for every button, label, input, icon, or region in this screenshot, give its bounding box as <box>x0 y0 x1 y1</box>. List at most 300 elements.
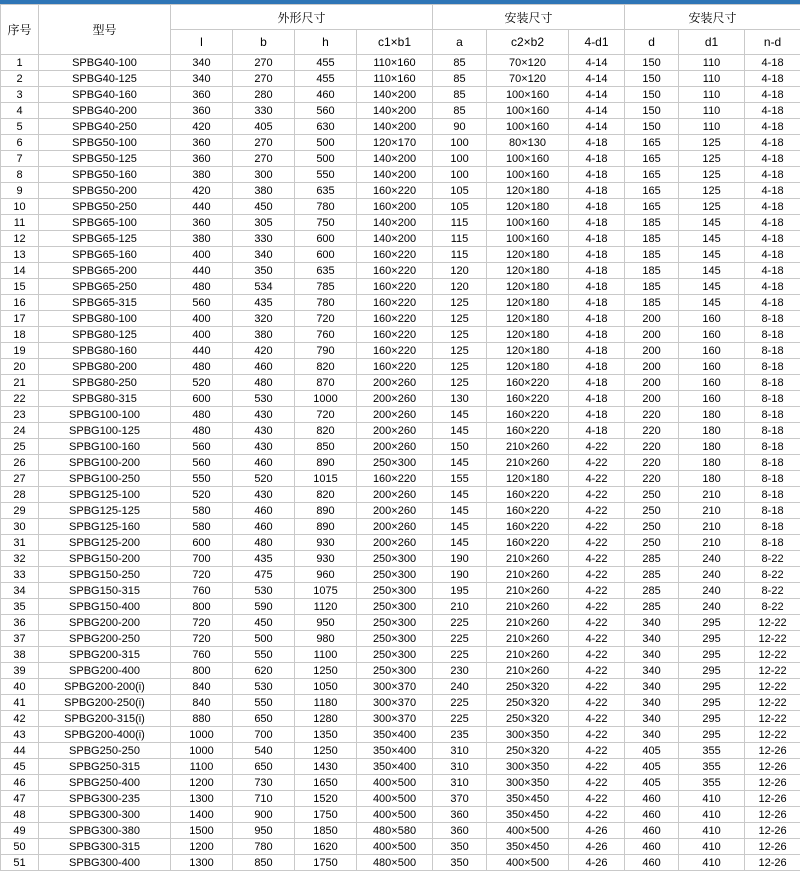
cell-h: 790 <box>295 343 357 359</box>
cell-a: 125 <box>433 327 487 343</box>
cell-model: SPBG100-250 <box>39 471 171 487</box>
cell-4-d1: 4-22 <box>569 535 625 551</box>
cell-4-d1: 4-22 <box>569 599 625 615</box>
cell-c2xb2: 210×260 <box>487 583 569 599</box>
cell-l: 600 <box>171 535 233 551</box>
cell-n-d: 4-18 <box>745 199 800 215</box>
cell-d1: 145 <box>679 247 745 263</box>
cell-a: 145 <box>433 423 487 439</box>
cell-4-d1: 4-22 <box>569 759 625 775</box>
cell-l: 700 <box>171 551 233 567</box>
cell-d1: 410 <box>679 823 745 839</box>
cell-c2xb2: 100×160 <box>487 103 569 119</box>
cell-model: SPBG65-160 <box>39 247 171 263</box>
cell-4-d1: 4-18 <box>569 423 625 439</box>
cell-a: 100 <box>433 167 487 183</box>
table-row <box>1 567 800 583</box>
cell-c1xb1: 110×160 <box>357 55 433 71</box>
table-row <box>1 151 800 167</box>
cell-n-d: 12-26 <box>745 839 800 855</box>
cell-c2xb2: 400×500 <box>487 855 569 871</box>
table-row <box>1 359 800 375</box>
cell-a: 145 <box>433 487 487 503</box>
cell-b: 730 <box>233 775 295 791</box>
cell-d: 405 <box>625 743 679 759</box>
cell-c1xb1: 300×370 <box>357 711 433 727</box>
cell-n-d: 12-26 <box>745 791 800 807</box>
cell-l: 400 <box>171 311 233 327</box>
cell-4-d1: 4-22 <box>569 727 625 743</box>
cell-model: SPBG65-125 <box>39 231 171 247</box>
cell-c1xb1: 200×260 <box>357 519 433 535</box>
cell-model: SPBG50-100 <box>39 135 171 151</box>
cell-a: 145 <box>433 503 487 519</box>
cell-d1: 110 <box>679 55 745 71</box>
cell-l: 720 <box>171 567 233 583</box>
cell-b: 270 <box>233 55 295 71</box>
cell-serial: 7 <box>1 151 39 167</box>
header-col-h: h <box>295 30 357 55</box>
cell-c1xb1: 160×220 <box>357 295 433 311</box>
table-row <box>1 583 800 599</box>
cell-c1xb1: 250×300 <box>357 551 433 567</box>
cell-a: 120 <box>433 263 487 279</box>
cell-c2xb2: 160×220 <box>487 535 569 551</box>
cell-d1: 295 <box>679 711 745 727</box>
table-row <box>1 71 800 87</box>
cell-model: SPBG50-125 <box>39 151 171 167</box>
cell-d1: 145 <box>679 231 745 247</box>
cell-h: 460 <box>295 87 357 103</box>
cell-model: SPBG300-235 <box>39 791 171 807</box>
cell-d1: 145 <box>679 295 745 311</box>
cell-4-d1: 4-22 <box>569 679 625 695</box>
cell-d1: 110 <box>679 119 745 135</box>
cell-b: 350 <box>233 263 295 279</box>
table-row <box>1 535 800 551</box>
cell-h: 1100 <box>295 647 357 663</box>
cell-l: 840 <box>171 679 233 695</box>
cell-a: 210 <box>433 599 487 615</box>
cell-n-d: 8-18 <box>745 503 800 519</box>
cell-c2xb2: 210×260 <box>487 455 569 471</box>
cell-b: 380 <box>233 183 295 199</box>
cell-serial: 17 <box>1 311 39 327</box>
cell-serial: 12 <box>1 231 39 247</box>
cell-n-d: 8-22 <box>745 567 800 583</box>
cell-serial: 34 <box>1 583 39 599</box>
cell-h: 550 <box>295 167 357 183</box>
cell-b: 710 <box>233 791 295 807</box>
cell-c1xb1: 250×300 <box>357 583 433 599</box>
cell-l: 480 <box>171 423 233 439</box>
cell-model: SPBG150-315 <box>39 583 171 599</box>
cell-c2xb2: 120×180 <box>487 311 569 327</box>
cell-d1: 295 <box>679 695 745 711</box>
cell-h: 1650 <box>295 775 357 791</box>
cell-d1: 240 <box>679 599 745 615</box>
cell-a: 225 <box>433 695 487 711</box>
table-row <box>1 135 800 151</box>
cell-l: 560 <box>171 455 233 471</box>
cell-4-d1: 4-18 <box>569 359 625 375</box>
cell-h: 600 <box>295 231 357 247</box>
cell-4-d1: 4-22 <box>569 439 625 455</box>
cell-l: 1000 <box>171 743 233 759</box>
table-row <box>1 519 800 535</box>
cell-d: 200 <box>625 343 679 359</box>
cell-serial: 29 <box>1 503 39 519</box>
cell-b: 530 <box>233 583 295 599</box>
cell-serial: 30 <box>1 519 39 535</box>
cell-d: 250 <box>625 519 679 535</box>
table-row <box>1 343 800 359</box>
cell-c1xb1: 160×220 <box>357 263 433 279</box>
cell-n-d: 8-18 <box>745 343 800 359</box>
cell-h: 820 <box>295 359 357 375</box>
cell-d1: 295 <box>679 631 745 647</box>
cell-model: SPBG80-315 <box>39 391 171 407</box>
cell-serial: 39 <box>1 663 39 679</box>
cell-model: SPBG65-315 <box>39 295 171 311</box>
cell-h: 785 <box>295 279 357 295</box>
cell-c1xb1: 300×370 <box>357 695 433 711</box>
cell-d1: 210 <box>679 503 745 519</box>
cell-d: 185 <box>625 231 679 247</box>
cell-n-d: 12-26 <box>745 855 800 871</box>
cell-serial: 3 <box>1 87 39 103</box>
cell-h: 1015 <box>295 471 357 487</box>
cell-c1xb1: 140×200 <box>357 231 433 247</box>
cell-c1xb1: 250×300 <box>357 615 433 631</box>
cell-a: 360 <box>433 807 487 823</box>
cell-n-d: 8-22 <box>745 551 800 567</box>
cell-c2xb2: 160×220 <box>487 503 569 519</box>
cell-n-d: 8-18 <box>745 519 800 535</box>
cell-b: 430 <box>233 423 295 439</box>
cell-4-d1: 4-18 <box>569 391 625 407</box>
cell-l: 1500 <box>171 823 233 839</box>
cell-l: 360 <box>171 215 233 231</box>
cell-d: 150 <box>625 55 679 71</box>
cell-h: 780 <box>295 295 357 311</box>
cell-serial: 21 <box>1 375 39 391</box>
cell-4-d1: 4-22 <box>569 791 625 807</box>
cell-c2xb2: 160×220 <box>487 423 569 439</box>
cell-d1: 295 <box>679 679 745 695</box>
cell-h: 1250 <box>295 743 357 759</box>
cell-a: 350 <box>433 855 487 871</box>
cell-a: 145 <box>433 535 487 551</box>
cell-d1: 410 <box>679 807 745 823</box>
table-row <box>1 407 800 423</box>
cell-c2xb2: 120×180 <box>487 263 569 279</box>
cell-4-d1: 4-18 <box>569 327 625 343</box>
cell-serial: 16 <box>1 295 39 311</box>
cell-c2xb2: 120×180 <box>487 359 569 375</box>
cell-l: 400 <box>171 327 233 343</box>
cell-model: SPBG50-160 <box>39 167 171 183</box>
cell-4-d1: 4-14 <box>569 71 625 87</box>
cell-model: SPBG50-200 <box>39 183 171 199</box>
cell-c1xb1: 250×300 <box>357 647 433 663</box>
cell-serial: 51 <box>1 855 39 871</box>
cell-4-d1: 4-22 <box>569 807 625 823</box>
cell-d: 460 <box>625 823 679 839</box>
cell-d1: 160 <box>679 327 745 343</box>
table-row <box>1 487 800 503</box>
cell-a: 115 <box>433 231 487 247</box>
cell-b: 280 <box>233 87 295 103</box>
cell-c2xb2: 100×160 <box>487 215 569 231</box>
cell-b: 270 <box>233 71 295 87</box>
cell-l: 420 <box>171 119 233 135</box>
cell-l: 440 <box>171 343 233 359</box>
cell-c1xb1: 200×260 <box>357 407 433 423</box>
cell-4-d1: 4-18 <box>569 167 625 183</box>
cell-model: SPBG200-400(i) <box>39 727 171 743</box>
cell-b: 430 <box>233 439 295 455</box>
cell-4-d1: 4-18 <box>569 135 625 151</box>
cell-l: 1200 <box>171 775 233 791</box>
cell-b: 320 <box>233 311 295 327</box>
cell-4-d1: 4-22 <box>569 775 625 791</box>
cell-a: 190 <box>433 567 487 583</box>
cell-c1xb1: 140×200 <box>357 151 433 167</box>
cell-b: 460 <box>233 359 295 375</box>
cell-model: SPBG150-200 <box>39 551 171 567</box>
cell-l: 340 <box>171 71 233 87</box>
cell-n-d: 12-22 <box>745 615 800 631</box>
cell-n-d: 12-22 <box>745 679 800 695</box>
cell-4-d1: 4-18 <box>569 247 625 263</box>
cell-d: 185 <box>625 215 679 231</box>
cell-model: SPBG250-400 <box>39 775 171 791</box>
cell-c1xb1: 350×400 <box>357 727 433 743</box>
cell-n-d: 4-18 <box>745 215 800 231</box>
table-row <box>1 791 800 807</box>
cell-model: SPBG50-250 <box>39 199 171 215</box>
cell-b: 530 <box>233 391 295 407</box>
cell-c2xb2: 70×120 <box>487 55 569 71</box>
cell-model: SPBG80-160 <box>39 343 171 359</box>
cell-model: SPBG40-200 <box>39 103 171 119</box>
cell-d1: 355 <box>679 759 745 775</box>
table-row <box>1 839 800 855</box>
cell-4-d1: 4-22 <box>569 455 625 471</box>
table-row <box>1 439 800 455</box>
cell-d: 220 <box>625 471 679 487</box>
cell-n-d: 12-26 <box>745 807 800 823</box>
cell-b: 550 <box>233 647 295 663</box>
cell-c2xb2: 120×180 <box>487 183 569 199</box>
cell-a: 225 <box>433 711 487 727</box>
cell-c1xb1: 160×220 <box>357 311 433 327</box>
table-row <box>1 199 800 215</box>
cell-b: 305 <box>233 215 295 231</box>
cell-a: 125 <box>433 359 487 375</box>
cell-4-d1: 4-26 <box>569 823 625 839</box>
cell-c1xb1: 300×370 <box>357 679 433 695</box>
cell-c1xb1: 140×200 <box>357 167 433 183</box>
cell-n-d: 4-18 <box>745 263 800 279</box>
cell-c2xb2: 400×500 <box>487 823 569 839</box>
cell-n-d: 8-18 <box>745 407 800 423</box>
cell-b: 540 <box>233 743 295 759</box>
cell-n-d: 4-18 <box>745 279 800 295</box>
cell-model: SPBG125-160 <box>39 519 171 535</box>
cell-model: SPBG65-250 <box>39 279 171 295</box>
cell-d: 340 <box>625 631 679 647</box>
cell-d: 340 <box>625 615 679 631</box>
cell-l: 440 <box>171 263 233 279</box>
header-col-d: d <box>625 30 679 55</box>
cell-d1: 125 <box>679 151 745 167</box>
cell-b: 450 <box>233 199 295 215</box>
cell-c1xb1: 250×300 <box>357 455 433 471</box>
cell-c2xb2: 250×320 <box>487 711 569 727</box>
table-row <box>1 743 800 759</box>
cell-serial: 42 <box>1 711 39 727</box>
cell-serial: 20 <box>1 359 39 375</box>
cell-4-d1: 4-18 <box>569 375 625 391</box>
cell-c1xb1: 350×400 <box>357 743 433 759</box>
cell-n-d: 8-18 <box>745 311 800 327</box>
cell-d: 165 <box>625 183 679 199</box>
cell-n-d: 12-22 <box>745 647 800 663</box>
cell-c2xb2: 300×350 <box>487 775 569 791</box>
cell-b: 460 <box>233 503 295 519</box>
cell-c1xb1: 200×260 <box>357 439 433 455</box>
cell-n-d: 8-18 <box>745 375 800 391</box>
cell-serial: 35 <box>1 599 39 615</box>
cell-h: 720 <box>295 407 357 423</box>
cell-n-d: 4-18 <box>745 55 800 71</box>
cell-l: 560 <box>171 295 233 311</box>
cell-b: 590 <box>233 599 295 615</box>
cell-c2xb2: 250×320 <box>487 679 569 695</box>
cell-c2xb2: 350×450 <box>487 839 569 855</box>
cell-c1xb1: 250×300 <box>357 567 433 583</box>
table-row <box>1 695 800 711</box>
cell-model: SPBG200-200(i) <box>39 679 171 695</box>
cell-a: 85 <box>433 87 487 103</box>
cell-a: 90 <box>433 119 487 135</box>
table-header <box>1 5 800 55</box>
cell-serial: 43 <box>1 727 39 743</box>
table-row <box>1 263 800 279</box>
cell-4-d1: 4-22 <box>569 567 625 583</box>
cell-d1: 295 <box>679 647 745 663</box>
cell-a: 105 <box>433 199 487 215</box>
cell-c2xb2: 210×260 <box>487 615 569 631</box>
cell-h: 1850 <box>295 823 357 839</box>
cell-h: 500 <box>295 135 357 151</box>
cell-model: SPBG250-315 <box>39 759 171 775</box>
cell-d1: 145 <box>679 215 745 231</box>
cell-d: 285 <box>625 599 679 615</box>
cell-model: SPBG200-315(i) <box>39 711 171 727</box>
cell-d: 165 <box>625 135 679 151</box>
cell-d: 200 <box>625 311 679 327</box>
cell-4-d1: 4-22 <box>569 647 625 663</box>
cell-4-d1: 4-22 <box>569 471 625 487</box>
cell-d: 285 <box>625 551 679 567</box>
cell-c2xb2: 70×120 <box>487 71 569 87</box>
table-body <box>1 55 800 871</box>
cell-model: SPBG150-400 <box>39 599 171 615</box>
cell-d1: 110 <box>679 87 745 103</box>
cell-h: 720 <box>295 311 357 327</box>
table-row <box>1 663 800 679</box>
cell-h: 1350 <box>295 727 357 743</box>
cell-a: 100 <box>433 135 487 151</box>
cell-h: 750 <box>295 215 357 231</box>
cell-c1xb1: 160×220 <box>357 343 433 359</box>
table-row <box>1 167 800 183</box>
cell-h: 1280 <box>295 711 357 727</box>
table-row <box>1 231 800 247</box>
cell-l: 760 <box>171 583 233 599</box>
cell-l: 400 <box>171 247 233 263</box>
table-row <box>1 295 800 311</box>
cell-d1: 160 <box>679 391 745 407</box>
cell-d1: 160 <box>679 343 745 359</box>
cell-d: 285 <box>625 583 679 599</box>
cell-n-d: 4-18 <box>745 167 800 183</box>
table-row <box>1 455 800 471</box>
cell-b: 460 <box>233 455 295 471</box>
cell-d: 150 <box>625 71 679 87</box>
table-row <box>1 327 800 343</box>
table-row <box>1 279 800 295</box>
cell-d: 250 <box>625 487 679 503</box>
cell-h: 950 <box>295 615 357 631</box>
table-row <box>1 247 800 263</box>
cell-serial: 47 <box>1 791 39 807</box>
cell-d: 220 <box>625 439 679 455</box>
cell-serial: 22 <box>1 391 39 407</box>
cell-l: 800 <box>171 599 233 615</box>
cell-l: 480 <box>171 407 233 423</box>
cell-serial: 28 <box>1 487 39 503</box>
cell-h: 890 <box>295 503 357 519</box>
cell-n-d: 8-18 <box>745 471 800 487</box>
cell-l: 840 <box>171 695 233 711</box>
cell-4-d1: 4-22 <box>569 487 625 503</box>
cell-serial: 25 <box>1 439 39 455</box>
cell-model: SPBG100-100 <box>39 407 171 423</box>
cell-b: 620 <box>233 663 295 679</box>
cell-c1xb1: 160×220 <box>357 279 433 295</box>
cell-a: 115 <box>433 215 487 231</box>
table-row <box>1 615 800 631</box>
cell-b: 405 <box>233 119 295 135</box>
cell-l: 560 <box>171 439 233 455</box>
cell-a: 155 <box>433 471 487 487</box>
cell-d: 340 <box>625 663 679 679</box>
cell-b: 780 <box>233 839 295 855</box>
cell-a: 190 <box>433 551 487 567</box>
cell-c1xb1: 480×580 <box>357 823 433 839</box>
cell-n-d: 4-18 <box>745 231 800 247</box>
cell-c2xb2: 350×450 <box>487 791 569 807</box>
cell-n-d: 4-18 <box>745 71 800 87</box>
cell-d1: 410 <box>679 855 745 871</box>
cell-h: 930 <box>295 551 357 567</box>
cell-l: 1300 <box>171 855 233 871</box>
cell-h: 1120 <box>295 599 357 615</box>
